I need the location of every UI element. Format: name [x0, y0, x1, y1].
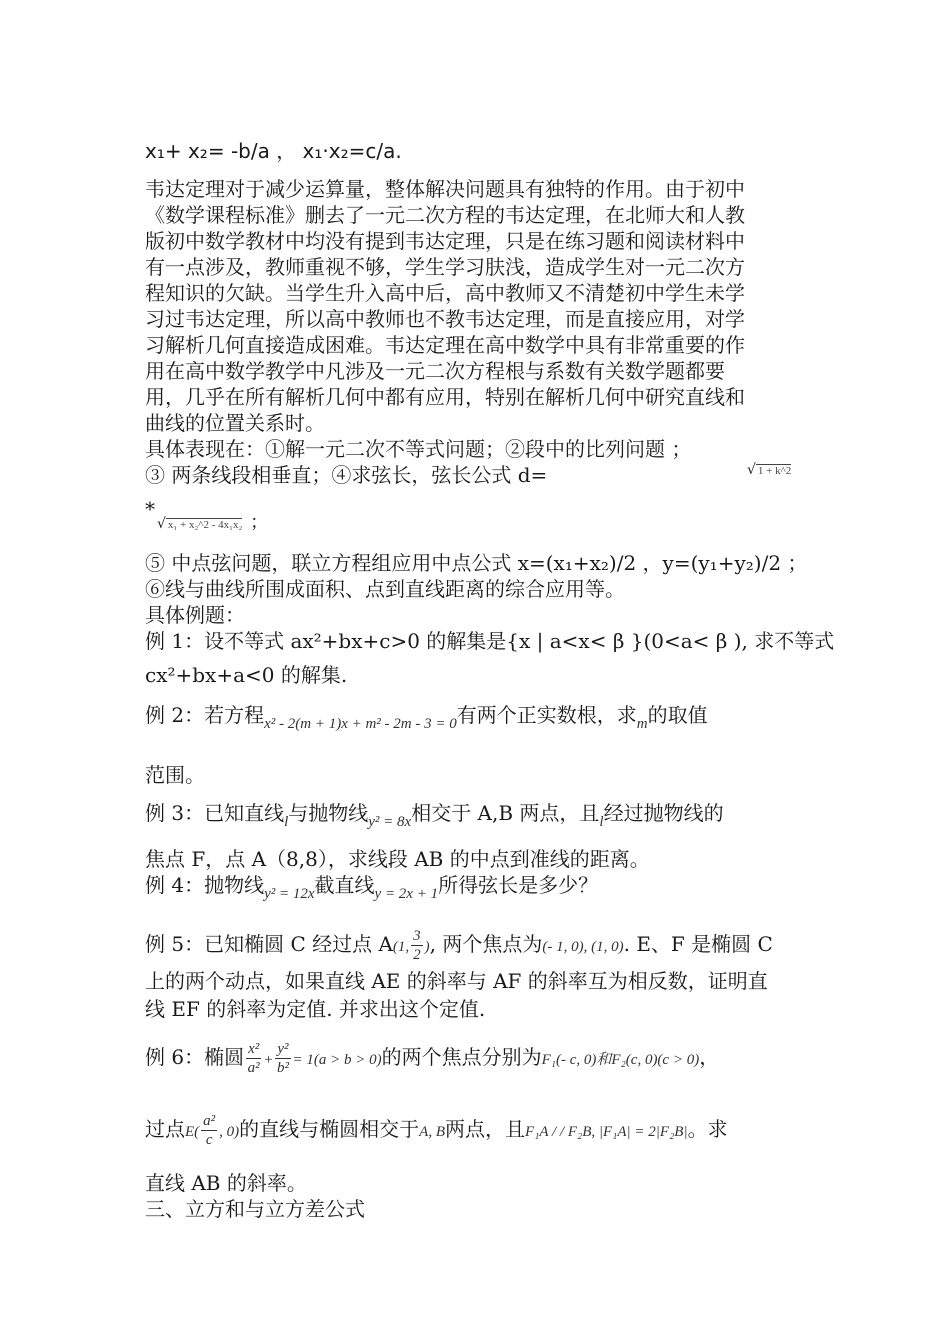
chord-length-line: ③ 两条线段相垂直；④求弦长，弦长公式 d= — [145, 463, 548, 487]
paragraph-line: 用，几乎在所有解析几何中都有应用，特别在解析几何中研究直线和 — [145, 385, 745, 409]
example-1-line-2: cx²+bx+a<0 的解集. — [145, 663, 348, 687]
section-heading: 三、立方和与立方差公式 — [145, 1197, 365, 1221]
example-5-line-2: 上的两个动点，如果直线 AE 的斜率与 AF 的斜率互为相反数，证明直 — [145, 969, 768, 993]
paragraph-line: 有一点涉及，教师重视不够，学生学习肤浅，造成学生对一元二次方 — [145, 255, 745, 279]
example-6-line-3: 直线 AB 的斜率。 — [145, 1171, 307, 1195]
example-5-line: 例 5：已知椭圆 C 经过点 A(1, $\frac{3}{2}$ ), 两个焦点为(- 1, 0), (1, 0). E、F 是椭圆 C — [145, 928, 773, 963]
example-3-line-2: 焦点 F，点 A（8,8），求线段 AB 的中点到准线的距离。 — [145, 847, 650, 871]
example-3-line: 例 3：已知直线$_l$与抛物线$_{y^2 = 8x}$相交于 A,B 两点，且$_l$经过抛物线的 — [145, 801, 724, 830]
vieta-formula: x₁+ x₂= -b/a ， x₁·x₂=c/a. — [145, 139, 402, 163]
chord-length-factor: √ 1 + k^2 — [747, 462, 792, 478]
example-1-line: 例 1：设不等式 ax²+bx+c>0 的解集是{x | a<x< β }(0<a< β ), 求不等式 — [145, 629, 835, 653]
example-6-line: 例 6：椭圆 $\frac{\text{x²}}{\text{a²}}$ + $\frac{\text{y²}}{\text{b²}}$ = 1(a > b > 0)的两个焦点分别为F₁(- c, 0)和F₂(c, 0)(c > 0)， — [145, 1041, 720, 1076]
paragraph-line: 曲线的位置关系时。 — [145, 411, 325, 435]
example-4-line: 例 4：抛物线$_{y^2 = 12x}$截直线$_{y = 2x + 1}$所得弦长是多少？ — [145, 873, 599, 902]
example-2-line-2: 范围。 — [145, 763, 205, 787]
area-distance-line: ⑥线与曲线所围成面积、点到直线距离的综合应用等。 — [145, 577, 625, 601]
paragraph-line: 程知识的欠缺。当学生升入高中后，高中教师又不清楚初中学生未学 — [145, 281, 745, 305]
paragraph-line: 用在高中数学教学中凡涉及一元二次方程根与系数有关数学题都要 — [145, 359, 725, 383]
paragraph-line: 《数学课程标准》删去了一元二次方程的韦达定理，在北师大和人教 — [145, 203, 745, 227]
paragraph-line: 韦达定理对于减少运算量，整体解决问题具有独特的作用。由于初中 — [145, 177, 745, 201]
chord-length-discriminant: √ x₁ + x₂^2 - 4x₁x₂ ； — [157, 512, 269, 533]
fraction-3-2: $\frac{3}{2}$ — [413, 928, 421, 963]
fraction-y2-b2: $\frac{\text{y²}}{\text{b²}}$ — [276, 1041, 289, 1076]
paragraph-line: 版初中数学教材中均没有提到韦达定理，只是在练习题和阅读材料中 — [145, 229, 745, 253]
examples-heading: 具体例题： — [145, 603, 245, 627]
paragraph-line: 习解析几何直接造成困难。韦达定理在高中数学中具有非常重要的作 — [145, 333, 745, 357]
formula-star: * — [145, 497, 155, 521]
example-5-line-3: 线 EF 的斜率为定值. 并求出这个定值. — [145, 997, 486, 1021]
paragraph-line: 习过韦达定理，所以高中教师也不教韦达定理，而是直接应用，对学 — [145, 307, 745, 331]
manifestations-line: 具体表现在：①解一元二次不等式问题；②段中的比列问题 ； — [145, 437, 692, 461]
example-6-line-2: 过点E( $\frac{\text{a²}}{c}$ , 0)的直线与椭圆相交于A, B两点，且F₁A / / F₂B, |F₁A| = 2|F₂B|。求 — [145, 1113, 728, 1148]
midpoint-chord-line: ⑤ 中点弦问题，联立方程组应用中点公式 x=(x₁+x₂)/2 ，y=(y₁+y₂)/2 ； — [145, 551, 808, 575]
fraction-x2-a2: $\frac{\text{x²}}{\text{a²}}$ — [247, 1041, 260, 1076]
example-2-line: 例 2：若方程$_{x^2 - 2(m + 1)x + m^2 - 2m - 3 = 0}$有两个正实数根，求$_m$的取值 — [145, 703, 708, 732]
fraction-a2-c: $\frac{\text{a²}}{c}$ — [203, 1113, 216, 1148]
